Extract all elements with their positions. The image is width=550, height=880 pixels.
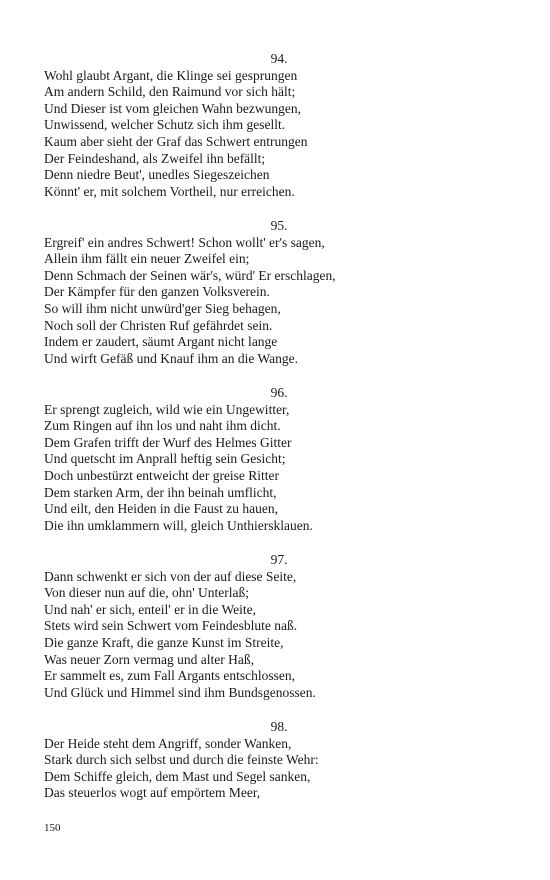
- verse-line: Das steuerlos wogt auf empörtem Meer,: [44, 785, 261, 801]
- verse-line: Der Heide steht dem Angriff, sonder Wanken,: [44, 735, 292, 751]
- stanza-98: [44, 719, 514, 802]
- stanza-94: [44, 51, 514, 200]
- verse-line: Könnt' er, mit solchem Vortheil, nur erreichen.: [44, 183, 295, 199]
- verse-line: Der Kämpfer für den ganzen Volksverein.: [44, 284, 270, 300]
- verse-line: Und quetscht im Anprall heftig sein Gesicht;: [44, 451, 286, 467]
- verse-line: Er sammelt es, zum Fall Argants entschlossen,: [44, 668, 295, 684]
- verse-line: Was neuer Zorn vermag und alter Haß,: [44, 651, 254, 667]
- verse-line: Die ganze Kraft, die ganze Kunst im Streite,: [44, 634, 284, 650]
- page-number: 150: [44, 822, 61, 834]
- verse-line: Am andern Schild, den Raimund vor sich hält;: [44, 84, 296, 100]
- verse-line: Kaum aber sieht der Graf das Schwert entrungen: [44, 133, 308, 149]
- verse-line: Die ihn umklammern will, gleich Unthiersklauen.: [44, 517, 313, 533]
- verse-line: Dem Grafen trifft der Wurf des Helmes Gitter: [44, 434, 292, 450]
- verse-line: Und eilt, den Heiden in die Faust zu hauen,: [44, 501, 278, 517]
- verse-line: Dann schwenkt er sich von der auf diese Seite,: [44, 568, 297, 584]
- stanza-97: [44, 552, 514, 701]
- verse-line: Und Glück und Himmel sind ihm Bundsgenossen.: [44, 684, 316, 700]
- verse-line: Dem starken Arm, der ihn beinah umflicht,: [44, 484, 277, 500]
- verse-line: Stark durch sich selbst und durch die feinste Wehr:: [44, 752, 319, 768]
- stanza-number: 97.: [270, 552, 288, 567]
- verse-line: Wohl glaubt Argant, die Klinge sei gesprungen: [44, 67, 298, 83]
- verse-line: Denn Schmach der Seinen wär's, würd' Er erschlagen,: [44, 267, 336, 283]
- verse-line: Und wirft Gefäß und Knauf ihm an die Wange.: [44, 350, 298, 366]
- verse-line: Und nah' er sich, enteil' er in die Weite,: [44, 601, 256, 617]
- verse-line: Und Dieser ist vom gleichen Wahn bezwungen,: [44, 100, 301, 116]
- verse-line: Er sprengt zugleich, wild wie ein Ungewitter,: [44, 401, 290, 417]
- stanza-number: 94.: [270, 51, 288, 66]
- verse-line: Denn niedre Beut', unedles Siegeszeichen: [44, 167, 270, 183]
- verse-line: Zum Ringen auf ihn los und naht ihm dicht.: [44, 418, 281, 434]
- verse-line: Indem er zaudert, säumt Argant nicht lange: [44, 334, 278, 350]
- stanza-number: 95.: [270, 218, 288, 233]
- stanza-95: [44, 218, 514, 367]
- verse-line: Dem Schiffe gleich, dem Mast und Segel sanken,: [44, 768, 311, 784]
- verse-line: So will ihm nicht unwürd'ger Sieg behagen,: [44, 300, 281, 316]
- verse-line: Noch soll der Christen Ruf gefährdet sein.: [44, 317, 273, 333]
- stanza-number: 96.: [270, 385, 288, 400]
- verse-line: Von dieser nun auf die, ohn' Unterlaß;: [44, 585, 250, 601]
- verse-line: Unwissend, welcher Schutz sich ihm gesellt.: [44, 117, 286, 133]
- verse-line: Allein ihm fällt ein neuer Zweifel ein;: [44, 251, 250, 267]
- stanza-number: 98.: [270, 719, 288, 734]
- verse-line: Der Feindeshand, als Zweifel ihn befällt;: [44, 150, 266, 166]
- verse-line: Doch unbestürzt entweicht der greise Ritter: [44, 467, 280, 483]
- verse-line: Stets wird sein Schwert vom Feindesblute naß.: [44, 618, 298, 634]
- stanza-96: [44, 385, 514, 534]
- verse-line: Ergreif' ein andres Schwert! Schon wollt' er's sagen,: [44, 234, 325, 250]
